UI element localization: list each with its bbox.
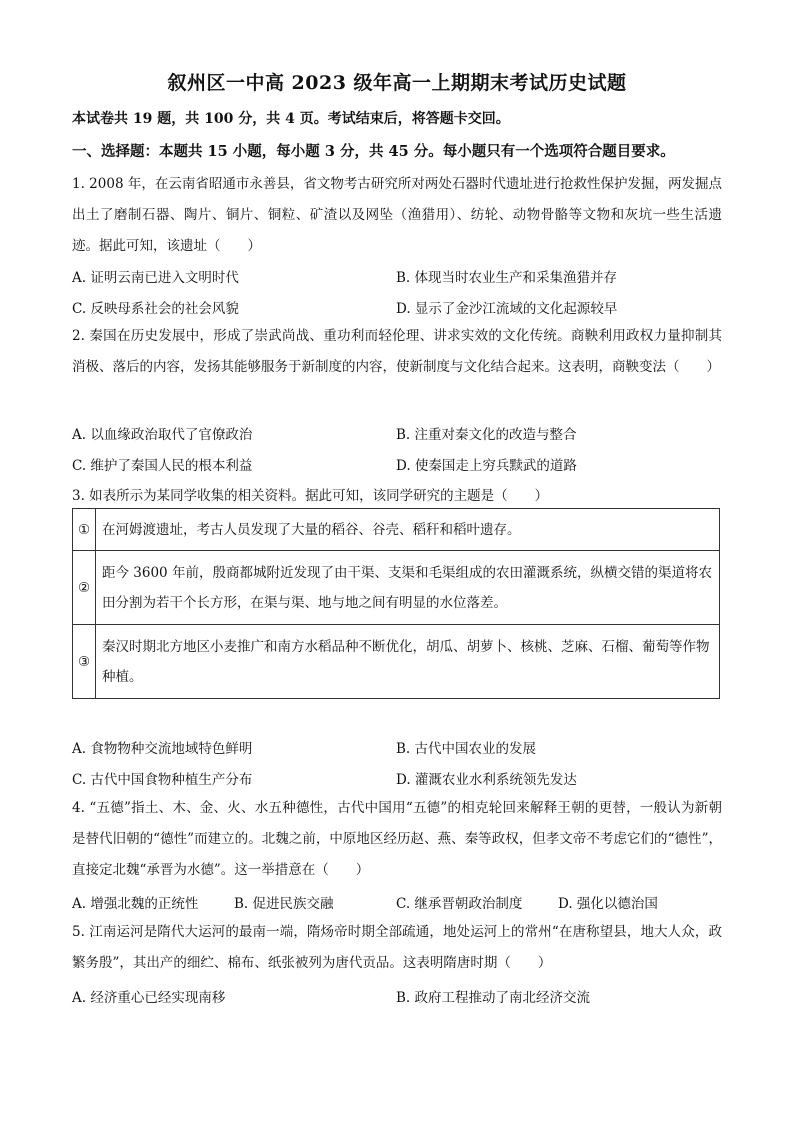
question-4-option-b: B. 促进民族交融 [234, 896, 334, 912]
question-1-option-c: C. 反映母系社会的社会风貌 [72, 301, 239, 317]
question-2-stem: 2. 秦国在历史发展中，形成了崇武尚战、重功利而轻伦理、讲求实效的文化传统。商鞅利用政权力量抑制其消极、落后的内容，发扬其能够服务于新制度的内容，使新制度与文化结合起来。这表明，商鞅变法（ ） [72, 328, 722, 375]
question-2-option-b: B. 注重对秦文化的改造与整合 [396, 427, 577, 443]
question-1-option-a: A. 证明云南已进入文明时代 [72, 270, 239, 286]
question-1-option-b: B. 体现当时农业生产和采集渔猎并存 [396, 270, 618, 286]
table-row-text: 距今 3600 年前，殷商都城附近发现了由干渠、支渠和毛渠组成的农田灌溉系统，纵横交错的渠道将农田分割为若干个长方形，在渠与渠、地与地之间有明显的水位落差。 [96, 551, 720, 625]
table-row-number: ① [73, 509, 96, 551]
question-2-option-c: C. 维护了秦国人民的根本利益 [72, 458, 253, 474]
question-4-option-d: D. 强化以德治国 [558, 896, 658, 912]
table-row-number: ② [73, 551, 96, 625]
question-3-table [72, 508, 720, 699]
table-row-number: ③ [73, 625, 96, 699]
table-row-text: 在河姆渡遗址，考古人员发现了大量的稻谷、谷壳、稻秆和稻叶遗存。 [96, 509, 720, 551]
question-3-option-c: C. 古代中国食物种植生产分布 [72, 772, 253, 788]
question-5-stem: 5. 江南运河是隋代大运河的最南一端，隋炀帝时期全部疏通，地处运河上的常州“在唐称望县，地大人众，政繁务殷”，其出产的细纻、棉布、纸张被列为唐代贡品。这表明隋唐时期（ ） [72, 924, 722, 971]
question-3-option-a: A. 食物物种交流地域特色鲜明 [72, 741, 253, 757]
exam-instructions: 本试卷共 19 题，共 100 分，共 4 页。考试结束后，将答题卡交回。 [72, 111, 510, 127]
question-4-stem: 4. “五德”指土、木、金、火、水五种德性，古代中国用“五德”的相克轮回来解释王朝的更替，一般认为新朝是替代旧朝的“德性”而建立的。北魏之前，中原地区经历赵、燕、秦等政权，但孝文帝不考虑它们的“德性”，直接定北魏“承晋为水德”。这一举措意在（ ） [72, 800, 722, 878]
table-row [73, 625, 720, 699]
table-row [73, 509, 720, 551]
table-row [73, 551, 720, 625]
question-2-option-d: D. 使秦国走上穷兵黩武的道路 [396, 458, 577, 474]
question-1-stem: 1. 2008 年，在云南省昭通市永善县，省文物考古研究所对两处石器时代遗址进行抢救性保护发掘，两发掘点出土了磨制石器、陶片、铜片、铜粒、矿渣以及网坠（渔猎用）、纺轮、动物骨骼等文物和灰坑一些生活遗迹。据此可知，该遗址（ ） [72, 176, 722, 254]
question-3-option-d: D. 灌溉农业水利系统领先发达 [396, 772, 577, 788]
section-heading: 一、选择题：本题共 15 小题，每小题 3 分，共 45 分。每小题只有一个选项符合题目要求。 [72, 143, 675, 160]
question-1-option-d: D. 显示了金沙江流域的文化起源较早 [396, 301, 618, 317]
question-3-stem: 3. 如表所示为某同学收集的相关资料。据此可知，该同学研究的主题是（ ） [72, 488, 549, 504]
page-title: 叙州区一中高 2023 级年高一上期期末考试历史试题 [167, 72, 627, 94]
question-3-option-b: B. 古代中国农业的发展 [396, 741, 537, 757]
question-5-option-b: B. 政府工程推动了南北经济交流 [396, 990, 591, 1006]
table-row-text: 秦汉时期北方地区小麦推广和南方水稻品种不断优化，胡瓜、胡萝卜、核桃、芝麻、石榴、葡萄等作物种植。 [96, 625, 720, 699]
question-4-option-c: C. 继承晋朝政治制度 [396, 896, 523, 912]
question-4-option-a: A. 增强北魏的正统性 [72, 896, 199, 912]
question-5-option-a: A. 经济重心已经实现南移 [72, 990, 226, 1006]
question-2-option-a: A. 以血缘政治取代了官僚政治 [72, 427, 253, 443]
